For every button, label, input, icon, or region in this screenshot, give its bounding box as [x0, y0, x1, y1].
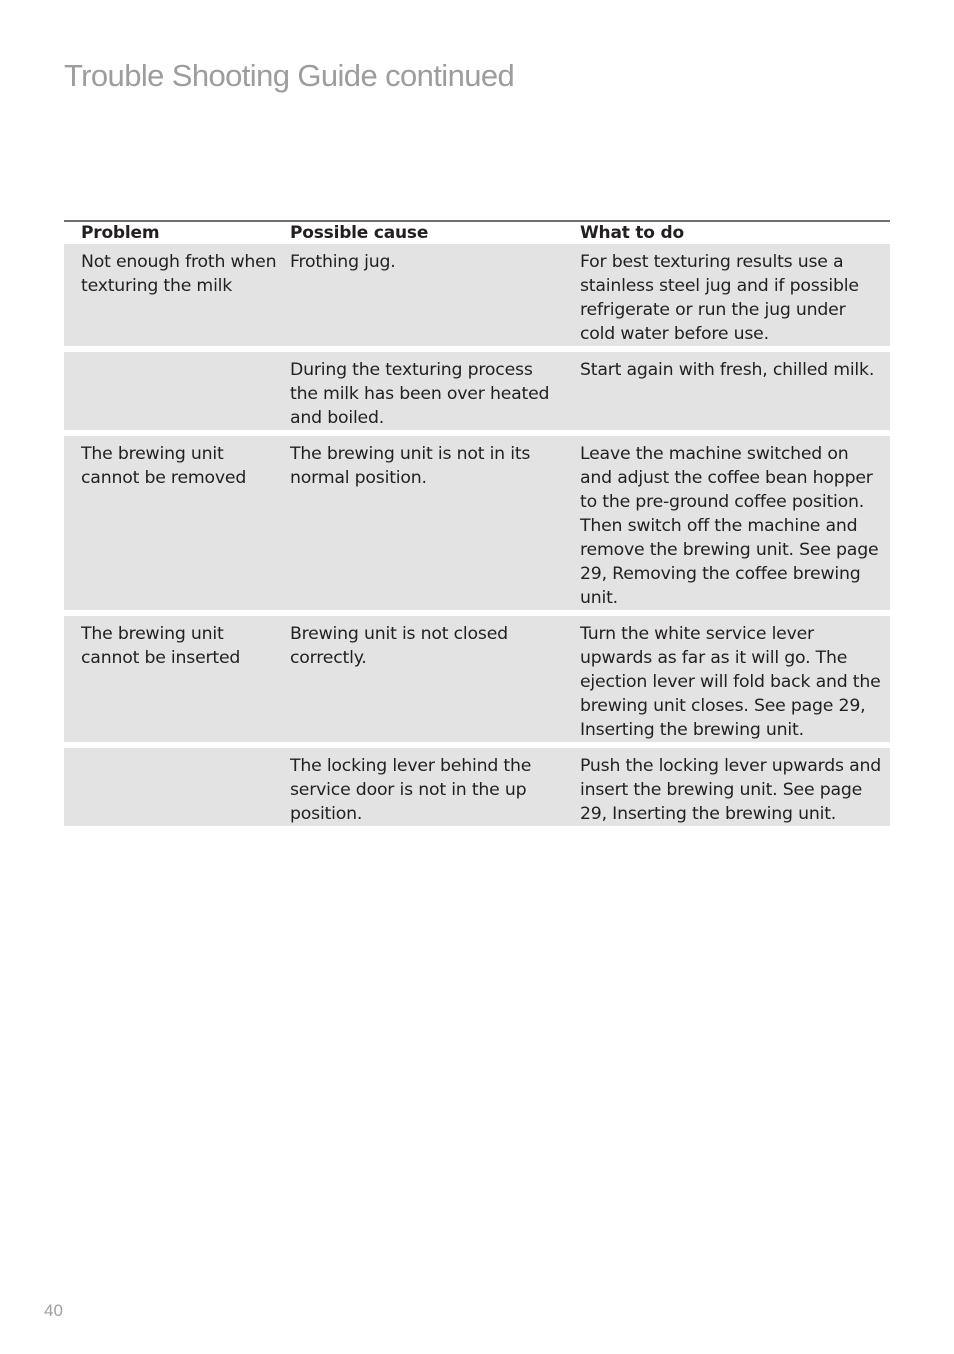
cell-text-line: ejection lever will fold back and the: [580, 672, 881, 692]
action-cell: [580, 748, 890, 826]
problem-cell: [64, 748, 290, 826]
cell-text-line: Start again with fresh, chilled milk.: [580, 360, 875, 380]
cell-text-line: position.: [290, 804, 363, 824]
cell-text-line: normal position.: [290, 468, 427, 488]
cell-text-line: 29, Inserting the brewing unit.: [580, 804, 837, 824]
cause-cell: [290, 436, 580, 616]
page-title: Trouble Shooting Guide continued: [64, 58, 515, 93]
cause-cell: [290, 616, 580, 748]
cell-text-line: Inserting the brewing unit.: [580, 720, 804, 740]
column-header-what-to-do: What to do: [580, 222, 890, 244]
cause-cell: [290, 352, 580, 436]
cell-text-line: upwards as far as it will go. The: [580, 648, 848, 668]
cell-text-line: Then switch off the machine and: [580, 516, 858, 536]
table-row: [64, 616, 890, 748]
column-header-possible-cause: Possible cause: [290, 222, 580, 244]
column-header-problem: Problem: [64, 222, 290, 244]
cell-text-line: unit.: [580, 588, 618, 608]
cell-text-line: and boiled.: [290, 408, 385, 428]
table-row: [64, 436, 890, 616]
cause-cell: [290, 748, 580, 826]
cell-text-line: Frothing jug.: [290, 252, 396, 272]
cell-text-line: insert the brewing unit. See page: [580, 780, 863, 800]
action-cell: [580, 352, 890, 436]
table-row: [64, 352, 890, 436]
cell-text-line: During the texturing process: [290, 360, 533, 380]
cell-text-line: and adjust the coffee bean hopper: [580, 468, 873, 488]
cell-text-line: cannot be inserted: [81, 648, 241, 668]
cell-text-line: Not enough froth when: [81, 252, 277, 272]
cell-text-line: 29, Removing the coffee brewing: [580, 564, 861, 584]
cell-text-line: Turn the white service lever: [580, 624, 814, 644]
table-row: [64, 748, 890, 826]
cell-text-line: Leave the machine switched on: [580, 444, 849, 464]
cell-text-line: to the pre-ground coffee position.: [580, 492, 865, 512]
cell-text-line: cannot be removed: [81, 468, 247, 488]
cell-text-line: brewing unit closes. See page 29,: [580, 696, 866, 716]
table-header-row: [64, 222, 890, 244]
action-cell: [580, 244, 890, 352]
cell-text-line: texturing the milk: [81, 276, 233, 296]
cell-text-line: stainless steel jug and if possible: [580, 276, 859, 296]
cell-text-line: The brewing unit: [81, 624, 224, 644]
cell-text-line: service door is not in the up: [290, 780, 527, 800]
action-cell: [580, 436, 890, 616]
cell-text-line: cold water before use.: [580, 324, 769, 344]
cell-text-line: refrigerate or run the jug under: [580, 300, 846, 320]
page-number: 40: [44, 1301, 63, 1320]
problem-cell: [64, 436, 290, 616]
cell-text-line: The locking lever behind the: [290, 756, 532, 776]
cell-text-line: the milk has been over heated: [290, 384, 550, 404]
cell-text-line: The brewing unit is not in its: [290, 444, 531, 464]
cell-text-line: Brewing unit is not closed: [290, 624, 508, 644]
cell-text-line: The brewing unit: [81, 444, 224, 464]
cell-text-line: remove the brewing unit. See page: [580, 540, 879, 560]
cell-text-line: For best texturing results use a: [580, 252, 844, 272]
problem-cell: [64, 616, 290, 748]
action-cell: [580, 616, 890, 748]
cause-cell: [290, 244, 580, 352]
cell-text-line: correctly.: [290, 648, 367, 668]
problem-cell: [64, 352, 290, 436]
problem-cell: [64, 244, 290, 352]
table-row: [64, 244, 890, 352]
cell-text-line: Push the locking lever upwards and: [580, 756, 881, 776]
troubleshooting-table: [64, 220, 890, 826]
